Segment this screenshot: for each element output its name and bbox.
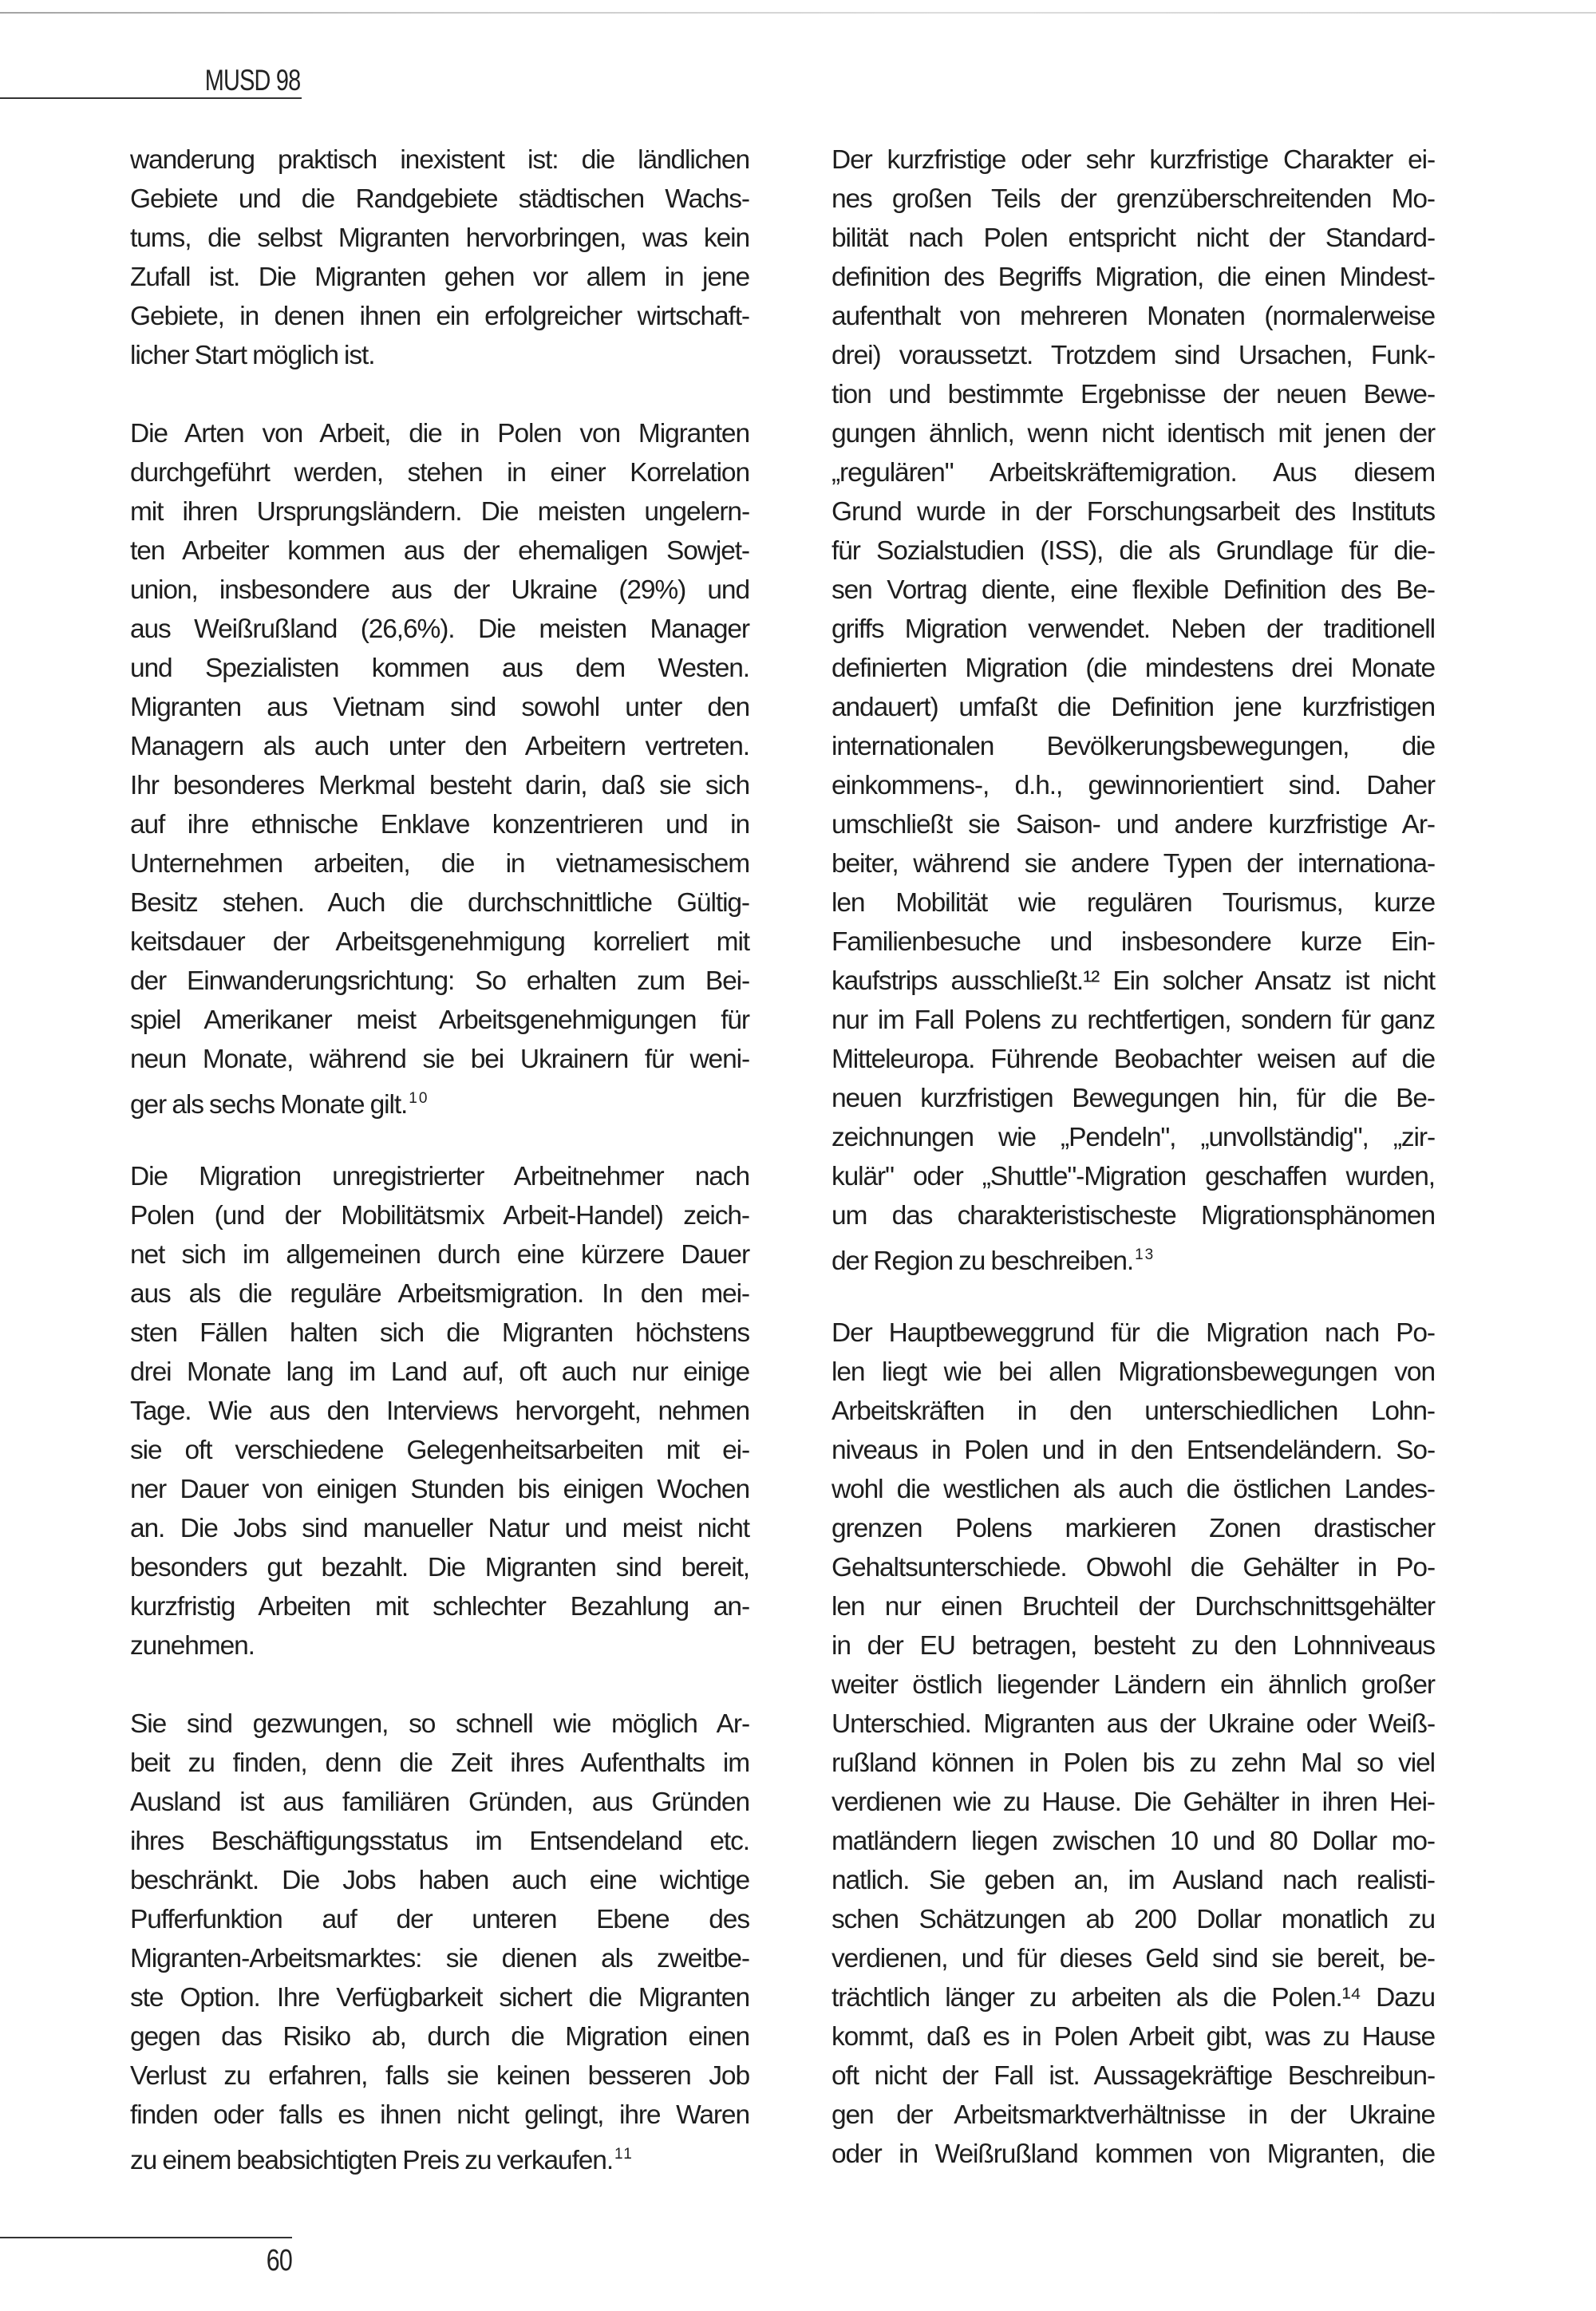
text-line: aus Weißrußland (26,6%). Die meisten Manager — [130, 614, 749, 644]
text-line: Unternehmen arbeiten, die in vietnamesischem — [130, 849, 749, 879]
text-line: und Spezialisten kommen aus dem Westen. — [130, 654, 749, 683]
text-line: kulär" oder „Shuttle"-Migration geschaffen wurden, — [832, 1162, 1435, 1191]
text-line: beschränkt. Die Jobs haben auch eine wichtige — [130, 1866, 749, 1895]
text-line: zeichnungen wie „Pendeln", „unvollständig", „zir- — [832, 1123, 1435, 1152]
text-line: einkommens-, d.h., gewinnorientiert sind. Daher — [832, 771, 1435, 800]
text-line: Die Arten von Arbeit, die in Polen von Migranten — [130, 419, 749, 448]
text-line: beit zu finden, denn die Zeit ihres Aufenthalts im — [130, 1748, 749, 1778]
right-column — [832, 140, 1435, 2174]
footnote-reference[interactable]: 11 — [614, 2146, 634, 2163]
text-line: Die Migration unregistrierter Arbeitnehmer nach — [130, 1162, 749, 1191]
text-line: len nur einen Bruchteil der Durchschnittsgehälter — [832, 1592, 1435, 1622]
text-line: Migranten aus Vietnam sind sowohl unter den — [130, 693, 749, 722]
text-line: len Mobilität wie regulären Tourismus, kurze — [832, 888, 1435, 918]
paragraph — [130, 1157, 749, 1665]
text-line: weiter östlich liegender Ländern ein ähnlich großer — [832, 1670, 1435, 1700]
text-line: Besitz stehen. Auch die durchschnittliche Gültig- — [130, 888, 749, 918]
text-line: andauert) umfaßt die Definition jene kurzfristigen — [832, 693, 1435, 722]
text-line: Der kurzfristige oder sehr kurzfristige Charakter ei- — [832, 145, 1435, 175]
text-line: auf ihre ethnische Enklave konzentrieren und in — [130, 810, 749, 839]
text-line: für Sozialstudien (ISS), die als Grundlage für die- — [832, 536, 1435, 566]
paragraph — [832, 1314, 1435, 2174]
text-line: grenzen Polens markieren Zonen drastischer — [832, 1514, 1435, 1543]
text-line: spiel Amerikaner meist Arbeitsgenehmigungen für — [130, 1005, 749, 1035]
text-line: licher Start möglich ist. — [130, 341, 375, 370]
text-line: der Einwanderungsrichtung: So erhalten zum Bei- — [130, 966, 749, 996]
text-line: finden oder falls es ihnen nicht gelingt, ihre Waren — [130, 2100, 749, 2130]
paragraph-gap — [130, 1118, 749, 1157]
text-line: Unterschied. Migranten aus der Ukraine oder Weiß- — [832, 1709, 1435, 1739]
text-line: neuen kurzfristigen Bewegungen hin, für die Be- — [832, 1084, 1435, 1113]
header-rule — [0, 97, 302, 99]
text-line: aufenthalt von mehreren Monaten (normalerweise — [832, 302, 1435, 331]
text-line: verdienen wie zu Hause. Die Gehälter in ihren Hei- — [832, 1788, 1435, 1817]
text-line: gen der Arbeitsmarktverhältnisse in der Ukraine — [832, 2100, 1435, 2130]
text-line: bilität nach Polen entspricht nicht der Standard- — [832, 223, 1435, 253]
text-line: beiter, während sie andere Typen der internationa- — [832, 849, 1435, 879]
text-line: ger als sechs Monate gilt. $^{10}$ — [130, 1090, 429, 1120]
text-line: ten Arbeiter kommen aus der ehemaligen Sowjet- — [130, 536, 749, 566]
text-line: nur im Fall Polens zu rechtfertigen, sondern für ganz — [832, 1005, 1435, 1035]
text-line: tion und bestimmte Ergebnisse der neuen Bewe- — [832, 380, 1435, 409]
text-line: griffs Migration verwendet. Neben der traditionell — [832, 614, 1435, 644]
footnote-reference[interactable]: 13 — [1135, 1246, 1156, 1263]
text-line: sten Fällen halten sich die Migranten höchstens — [130, 1318, 749, 1348]
text-line: gegen das Risiko ab, durch die Migration einen — [130, 2022, 749, 2052]
text-line: neun Monate, während sie bei Ukrainern für weni- — [130, 1045, 749, 1074]
text-line: um das charakteristischeste Migrationsphänomen — [832, 1201, 1435, 1231]
text-line: Grund wurde in der Forschungsarbeit des Instituts — [832, 497, 1435, 527]
text-line: kurzfristig Arbeiten mit schlechter Bezahlung an- — [130, 1592, 749, 1622]
text-line: union, insbesondere aus der Ukraine (29%) und — [130, 575, 749, 605]
text-line: verdienen, und für dieses Geld sind sie bereit, be- — [832, 1944, 1435, 1973]
text-line: ste Option. Ihre Verfügbarkeit sichert die Migranten — [130, 1983, 749, 2013]
left-column — [130, 140, 749, 2174]
text-line: durchgeführt werden, stehen in einer Korrelation — [130, 458, 749, 488]
paragraph — [130, 1705, 749, 2174]
paragraph — [130, 414, 749, 1118]
text-line: oft nicht der Fall ist. Aussagekräftige Beschreibun- — [832, 2061, 1435, 2091]
paragraph-gap — [130, 375, 749, 414]
text-line: ihres Beschäftigungsstatus im Entsendeland etc. — [130, 1827, 749, 1856]
paragraph-gap — [832, 1274, 1435, 1314]
text-line: Managern als auch unter den Arbeitern vertreten. — [130, 732, 749, 761]
text-line: wohl die westlichen als auch die östlichen Landes- — [832, 1475, 1435, 1504]
text-line: definition des Begriffs Migration, die einen Mindest- — [832, 263, 1435, 292]
paragraph-gap — [130, 1665, 749, 1705]
running-header — [0, 57, 302, 99]
text-line: Ausland ist aus familiären Gründen, aus Gründen — [130, 1788, 749, 1817]
text-line: matländern liegen zwischen 10 und 80 Dollar mo- — [832, 1827, 1435, 1856]
text-line: besonders gut bezahlt. Die Migranten sind bereit, — [130, 1553, 749, 1582]
text-line: nes großen Teils der grenzüberschreitenden Mo- — [832, 184, 1435, 214]
paragraph — [832, 140, 1435, 1274]
text-line: umschließt sie Saison- und andere kurzfristige Ar- — [832, 810, 1435, 839]
text-line: Sie sind gezwungen, so schnell wie möglich Ar- — [130, 1709, 749, 1739]
text-line: drei Monate lang im Land auf, oft auch nur einige — [130, 1357, 749, 1387]
text-line: „regulären" Arbeitskräftemigration. Aus diesem — [832, 458, 1435, 488]
text-line: net sich im allgemeinen durch eine kürzere Dauer — [130, 1240, 749, 1270]
text-line: wanderung praktisch inexistent ist: die ländlichen — [130, 145, 749, 175]
text-line: Gebiete, in denen ihnen ein erfolgreicher wirtschaft- — [130, 302, 749, 331]
text-line: schen Schätzungen ab 200 Dollar monatlich zu — [832, 1905, 1435, 1934]
text-line: Arbeitskräften in den unterschiedlichen Lohn- — [832, 1396, 1435, 1426]
text-line: len liegt wie bei allen Migrationsbewegungen von — [832, 1357, 1435, 1387]
text-line: Zufall ist. Die Migranten gehen vor allem in jene — [130, 263, 749, 292]
text-line: sen Vortrag diente, eine flexible Definition des Be- — [832, 575, 1435, 605]
text-line: Migranten-Arbeitsmarktes: sie dienen als zweitbe- — [130, 1944, 749, 1973]
text-line: tums, die selbst Migranten hervorbringen, was kein — [130, 223, 749, 253]
text-line: Pufferfunktion auf der unteren Ebene des — [130, 1905, 749, 1934]
running-title: MUSD 98 — [204, 64, 300, 97]
footer-rule — [0, 2237, 292, 2238]
footnote-reference[interactable]: 10 — [409, 1090, 429, 1107]
page-number: 60 — [266, 2244, 292, 2277]
text-line: aus als die reguläre Arbeitsmigration. In den mei- — [130, 1279, 749, 1309]
paragraph — [130, 140, 749, 375]
text-line: ner Dauer von einigen Stunden bis einigen Wochen — [130, 1475, 749, 1504]
text-line: drei) voraussetzt. Trotzdem sind Ursachen, Funk- — [832, 341, 1435, 370]
text-line: mit ihren Ursprungsländern. Die meisten ungelern- — [130, 497, 749, 527]
text-line: Tage. Wie aus den Interviews hervorgeht, nehmen — [130, 1396, 749, 1426]
text-line: Familienbesuche und insbesondere kurze Ein- — [832, 927, 1435, 957]
text-line: zu einem beabsichtigten Preis zu verkaufen. $^{11}$ — [130, 2146, 634, 2175]
text-line: keitsdauer der Arbeitsgenehmigung korreliert mit — [130, 927, 749, 957]
text-line: zunehmen. — [130, 1631, 255, 1661]
text-line: in der EU betragen, besteht zu den Lohnniveaus — [832, 1631, 1435, 1661]
text-line: internationalen Bevölkerungsbewegungen, die — [832, 732, 1435, 761]
text-line: Polen (und der Mobilitätsmix Arbeit-Handel) zeich- — [130, 1201, 749, 1231]
text-line: Gebiete und die Randgebiete städtischen Wachs- — [130, 184, 749, 214]
text-line: natlich. Sie geben an, im Ausland nach realisti- — [832, 1866, 1435, 1895]
text-line: niveaus in Polen und in den Entsendeländern. So- — [832, 1436, 1435, 1465]
text-line: trächtlich länger zu arbeiten als die Polen.¹⁴ Dazu — [832, 1983, 1435, 2013]
text-line: rußland können in Polen bis zu zehn Mal so viel — [832, 1748, 1435, 1778]
scan-edge-line — [0, 12, 1596, 14]
text-line: gungen ähnlich, wenn nicht identisch mit jenen der — [832, 419, 1435, 448]
text-line: oder in Weißrußland kommen von Migranten, die — [832, 2139, 1435, 2169]
text-line: kommt, daß es in Polen Arbeit gibt, was zu Hause — [832, 2022, 1435, 2052]
text-line: definierten Migration (die mindestens drei Monate — [832, 654, 1435, 683]
text-line: Verlust zu erfahren, falls sie keinen besseren Job — [130, 2061, 749, 2091]
text-line: Ihr besonderes Merkmal besteht darin, daß sie sich — [130, 771, 749, 800]
text-line: Mitteleuropa. Führende Beobachter weisen auf die — [832, 1045, 1435, 1074]
text-line: sie oft verschiedene Gelegenheitsarbeiten mit ei- — [130, 1436, 749, 1465]
text-line: kaufstrips ausschließt.¹² Ein solcher Ansatz ist nicht — [832, 966, 1435, 996]
text-line: der Region zu beschreiben. $^{13}$ — [832, 1246, 1156, 1276]
text-line: Der Hauptbeweggrund für die Migration nach Po- — [832, 1318, 1435, 1348]
text-line: Gehaltsunterschiede. Obwohl die Gehälter in Po- — [832, 1553, 1435, 1582]
text-line: an. Die Jobs sind manueller Natur und meist nicht — [130, 1514, 749, 1543]
